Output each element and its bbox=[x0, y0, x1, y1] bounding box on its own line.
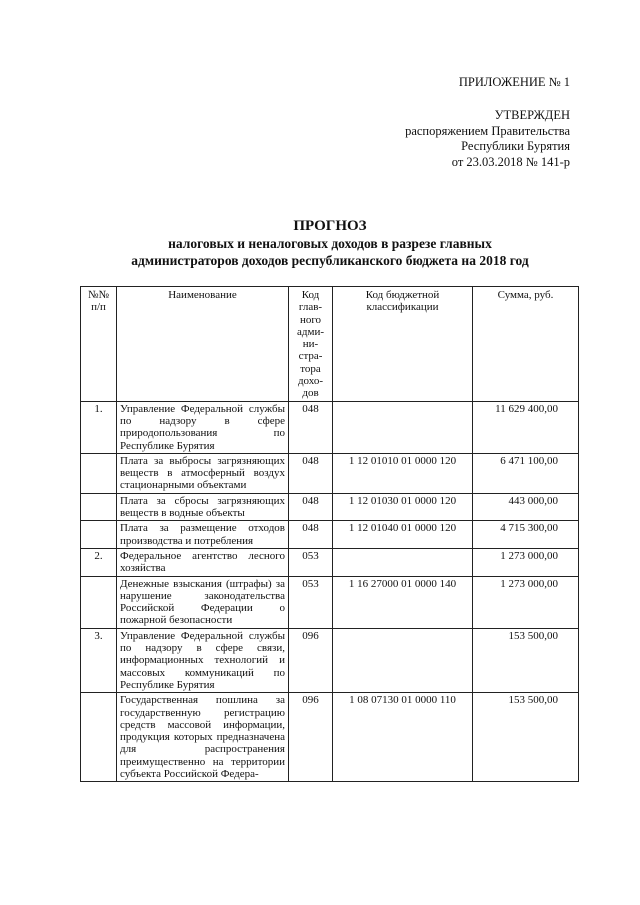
cell-kbk: 1 16 27000 01 0000 140 bbox=[333, 576, 473, 628]
approved-by-line1: распоряжением Правительства bbox=[405, 123, 570, 138]
cell-num: 3. bbox=[81, 628, 117, 692]
cell-kbk: 1 12 01040 01 0000 120 bbox=[333, 521, 473, 549]
cell-admin-code: 053 bbox=[289, 548, 333, 576]
header-admin-code: Код глав-ного адми-ни-стра-тора дохо-дов bbox=[289, 287, 333, 402]
approved-label: УТВЕРЖДЕН bbox=[494, 108, 570, 122]
cell-name: Федеральное агентство лесного хозяйства bbox=[117, 548, 289, 576]
cell-num: 1. bbox=[81, 401, 117, 453]
title-line3: администраторов доходов республиканского бюджета на 2018 год bbox=[131, 253, 529, 268]
cell-name: Плата за размещение отходов производства и потребления bbox=[117, 521, 289, 549]
cell-name: Плата за сбросы загрязняющих веществ в водные объекты bbox=[117, 493, 289, 521]
cell-admin-code: 096 bbox=[289, 628, 333, 692]
table-row bbox=[81, 548, 579, 576]
cell-num bbox=[81, 693, 117, 782]
cell-sum: 153 500,00 bbox=[473, 693, 579, 782]
cell-num bbox=[81, 493, 117, 521]
header-name: Наименование bbox=[117, 287, 289, 402]
approval-block bbox=[405, 108, 570, 170]
cell-name: Управление Федеральной службы по надзору в сфере связи, информационных технологий и массовых коммуникаций по Республике Бурятия bbox=[117, 628, 289, 692]
cell-sum: 153 500,00 bbox=[473, 628, 579, 692]
cell-sum: 6 471 100,00 bbox=[473, 453, 579, 493]
cell-sum: 443 000,00 bbox=[473, 493, 579, 521]
document-title bbox=[80, 218, 580, 269]
cell-name: Плата за выбросы загрязняющих веществ в атмосферный воздух стационарными объектами bbox=[117, 453, 289, 493]
approved-by-line2: Республики Бурятия bbox=[461, 139, 570, 153]
title-line2: налоговых и неналоговых доходов в разрезе главных bbox=[168, 236, 492, 251]
cell-name: Денежные взыскания (штрафы) за нарушение законодательства Российской Федерации о пожарной безопасности bbox=[117, 576, 289, 628]
table-row bbox=[81, 576, 579, 628]
cell-admin-code: 053 bbox=[289, 576, 333, 628]
approved-date: от 23.03.2018 № 141-р bbox=[451, 154, 570, 169]
cell-sum: 1 273 000,00 bbox=[473, 548, 579, 576]
cell-kbk: 1 12 01010 01 0000 120 bbox=[333, 453, 473, 493]
cell-num bbox=[81, 453, 117, 493]
cell-num bbox=[81, 576, 117, 628]
table-row bbox=[81, 453, 579, 493]
title-main: ПРОГНОЗ bbox=[293, 218, 367, 234]
table-row bbox=[81, 493, 579, 521]
cell-num: 2. bbox=[81, 548, 117, 576]
cell-admin-code: 096 bbox=[289, 693, 333, 782]
cell-sum: 4 715 300,00 bbox=[473, 521, 579, 549]
cell-kbk bbox=[333, 548, 473, 576]
cell-name: Государственная пошлина за государственную регистрацию средств массовой информации, продукция которых предназначена для распространения преимущественно на территории субъекта Российской Федера- bbox=[117, 693, 289, 782]
header-kbk: Код бюджетной классификации bbox=[333, 287, 473, 402]
revenue-forecast-table bbox=[80, 286, 579, 782]
header-num: №№ п/п bbox=[81, 287, 117, 402]
cell-kbk bbox=[333, 401, 473, 453]
cell-admin-code: 048 bbox=[289, 493, 333, 521]
cell-admin-code: 048 bbox=[289, 453, 333, 493]
header-sum: Сумма, руб. bbox=[473, 287, 579, 402]
cell-sum: 11 629 400,00 bbox=[473, 401, 579, 453]
cell-num bbox=[81, 521, 117, 549]
cell-admin-code: 048 bbox=[289, 521, 333, 549]
cell-kbk: 1 08 07130 01 0000 110 bbox=[333, 693, 473, 782]
table-row bbox=[81, 521, 579, 549]
cell-kbk bbox=[333, 628, 473, 692]
cell-sum: 1 273 000,00 bbox=[473, 576, 579, 628]
cell-kbk: 1 12 01030 01 0000 120 bbox=[333, 493, 473, 521]
table-header-row bbox=[81, 287, 579, 402]
table-row bbox=[81, 693, 579, 782]
appendix-label: ПРИЛОЖЕНИЕ № 1 bbox=[458, 75, 570, 89]
table-row bbox=[81, 628, 579, 692]
cell-name: Управление Федеральной службы по надзору в сфере природопользования по Республике Бурятия bbox=[117, 401, 289, 453]
cell-admin-code: 048 bbox=[289, 401, 333, 453]
table-row bbox=[81, 401, 579, 453]
